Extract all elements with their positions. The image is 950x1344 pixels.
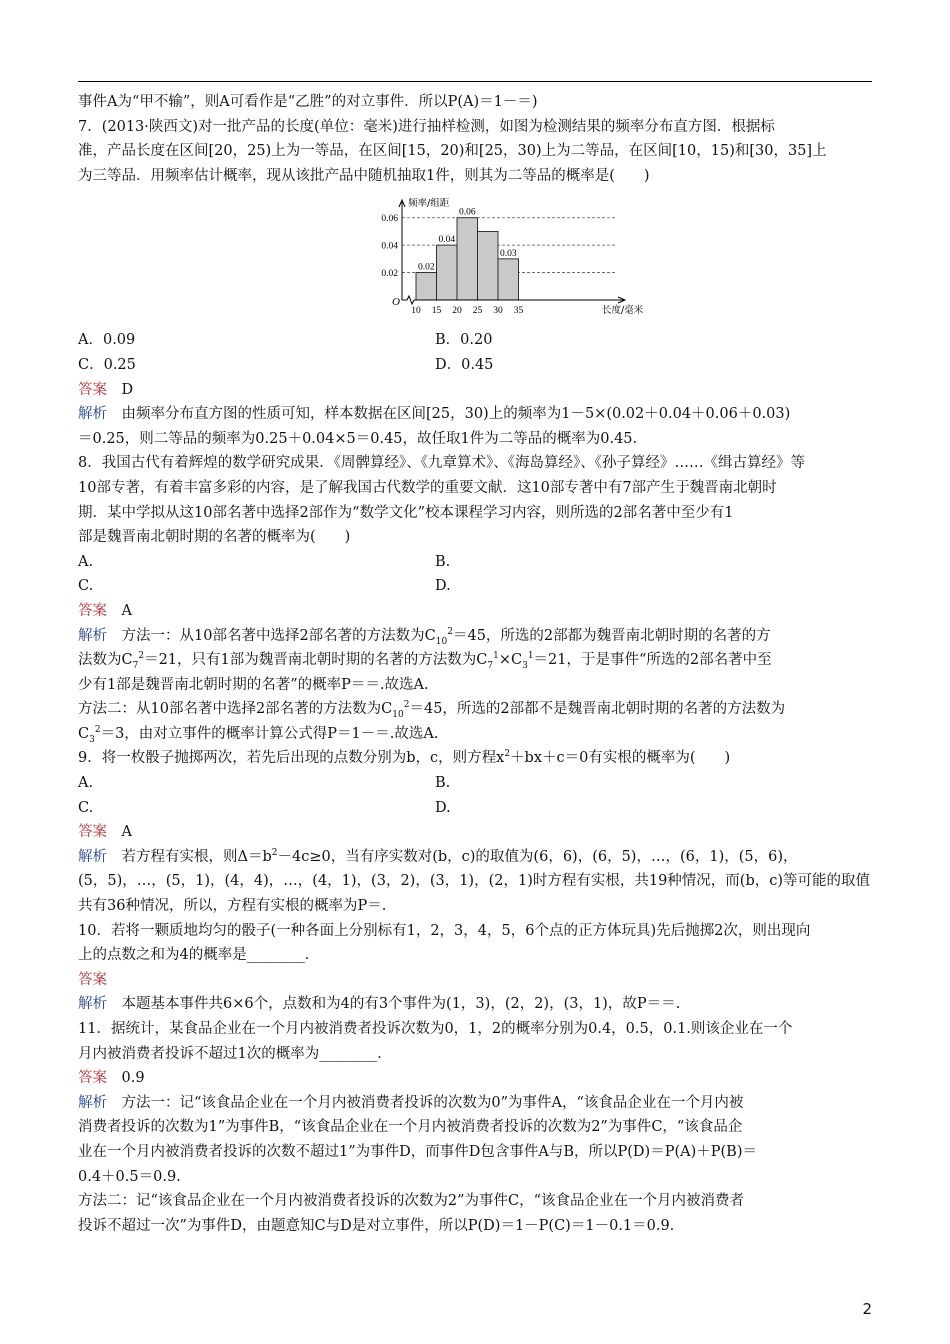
option-d: D．0.45 [435,356,494,373]
explanation-text: (5，5)，…，(5，1)，(4，4)，…，(4，1)，(3，2)，(3，1)，(2，1)时方程有实根，共19种情况，而(b，c)等可能的取值 [78,873,871,890]
explanation-text: 方法二：记“该食品企业在一个月内被消费者投诉的次数为2”为事件C，“该食品企业在一个月内被消费者 [78,1193,745,1210]
explanation-text: ＝21，只有1部为魏晋南北朝时期的名著的方法数为C [144,652,488,669]
superscript: 2 [94,725,101,736]
answer-label: 答案 [78,824,107,841]
superscript: 2 [447,626,453,637]
y-axis-label: 频率/组距 [408,198,450,210]
bar-value-label: 0.02 [417,262,435,273]
options-row [78,353,874,378]
x-tick-label: 10 [411,306,421,317]
question-text: 8．我国古代有着辉煌的数学研究成果．《周髀算经》、《九章算术》、《海岛算经》、《孙子算经》……《缉古算经》等 [78,455,805,472]
question-text: 部是魏晋南北朝时期的名著的概率为( ) [78,529,351,546]
question-10 [78,919,874,1017]
x-tick-label: 30 [493,306,503,317]
explanation-line [78,845,874,870]
explanation-text: 若方程有实根，则Δ＝b [121,848,272,865]
x-tick-label: 25 [472,306,483,317]
explanation-text: 投诉不超过一次”为事件D，由题意知C与D是对立事件，所以P(D)＝1－P(C)＝1－0.1＝0.9. [78,1217,675,1234]
question-text: 期．某中学拟从这10部名著中选择2部作为“数学文化”校本课程学习内容，则所选的2部名著中至少有1 [78,504,734,521]
superscript: 1 [527,651,534,662]
explanation-text: ＝3，由对立事件的概率计算公式得P＝1－＝.故选A. [100,725,439,742]
explanation-text: 法数为C [78,652,133,669]
answer-value: 0.9 [121,1070,145,1087]
question-9 [78,746,874,918]
option-a: A．0.09 [78,332,136,349]
options-row [78,796,874,821]
question-text: 10．若将一颗质地均匀的骰子(一种各面上分别标有1，2，3，4，5，6个点的正方体玩具)先后抛掷2次，则出现向 [78,922,811,939]
x-axis-label: 长度/毫米 [602,305,644,317]
question-text: 9．将一枚骰子抛掷两次，若先后出现的点数分别为b，c，则方程x [78,750,505,767]
option-c: C. [78,799,94,816]
options-row [78,574,874,599]
explanation-line [78,624,874,649]
explanation-label: 解析 [78,1094,107,1111]
options-row [78,771,874,796]
bar-value-label: 0.04 [438,235,456,246]
explanation-line [78,648,874,673]
histogram-bar [416,273,437,300]
axis-break-mark [407,296,414,304]
option-d: D. [435,578,451,595]
question-line [78,746,874,771]
subscript: 7 [132,660,139,671]
explanation-text: 方法一：记“该食品企业在一个月内被消费者投诉的次数为0”为事件A，“该食品企业在一个月内被 [121,1094,744,1111]
explanation-text: ×C [498,652,523,669]
histogram-bar [498,259,519,300]
explanation-label: 解析 [78,406,107,423]
header-rule [78,81,872,82]
histogram-bar [437,246,458,301]
explanation-line [78,1091,874,1116]
option-a: A. [78,775,94,792]
answer-line [78,599,874,624]
explanation-text: －4c≥0，当有序实数对(b，c)的取值为(6，6)，(6，5)，…，(6，1)，(5，6)， [277,848,798,865]
explanation-text: 方法二：从10部名著中选择2部名著的方法数为C [78,701,393,718]
bar-value-label: 0.06 [458,208,476,219]
explanation-line [78,697,874,722]
superscript: 1 [493,651,499,662]
explanation-line [78,402,874,427]
histogram-bar [478,232,499,301]
y-tick-label: 0.02 [381,269,398,280]
question-text: 月内被消费者投诉不超过1次的概率为________． [78,1045,392,1062]
option-b: B．0.20 [435,332,493,349]
explanation-text: ＝45，所选的2部都为魏晋南北朝时期的名著的方 [452,627,771,644]
explanation-text: 业在一个月内被消费者投诉的次数不超过1”为事件D，而事件D包含事件A与B，所以P(D)＝P(A)＋P(B)＝ [78,1143,757,1160]
explanation-line [78,722,874,747]
subscript: 7 [487,660,494,671]
question-7 [78,115,874,452]
option-d: D. [435,799,451,816]
option-a: A. [78,553,94,570]
option-c: C. [78,578,94,595]
answer-line [78,820,874,845]
superscript: 2 [403,700,410,711]
explanation-text: 0.4＋0.5＝0.9. [78,1168,181,1185]
subscript: 3 [89,734,95,745]
histogram-bar [457,218,478,300]
answer-label: 答案 [78,971,107,988]
answer-label: 答案 [78,381,107,398]
explanation-text: 消费者投诉的次数为1”为事件B，“该食品企业在一个月内被消费者投诉的次数为2”为事件C，“该食品企 [78,1119,743,1136]
question-text: ＋bx＋c＝0有实根的概率为( ) [510,750,731,767]
subscript: 10 [435,636,448,647]
option-c: C．0.25 [78,356,136,373]
bar-value-label: 0.03 [499,249,517,260]
options-row [78,550,874,575]
answer-line [78,968,874,993]
question-text: 11．据统计，某食品企业在一个月内被消费者投诉次数为0，1，2的概率分别为0.4，0.5，0.1.则该企业在一个 [78,1021,793,1037]
answer-label: 答案 [78,602,107,619]
superscript: 2 [504,749,511,760]
explanation-text: ＝45，所选的2部都不是魏晋南北朝时期的名著的方法数为 [409,701,786,718]
page-number: 2 [862,1300,872,1318]
options-row [78,328,874,353]
question-text: 为三等品．用频率估计概率，现从该批产品中随机抽取1件，则其为二等品的概率是( ) [78,167,650,184]
explanation-text: 本题基本事件共6×6个，点数和为4的有3个事件为(1，3)，(2，2)，(3，1)，故P＝＝. [121,996,681,1013]
explanation-text: 方法一：从10部名著中选择2部名著的方法数为C [121,627,436,644]
superscript: 2 [138,651,145,662]
answer-label: 答案 [78,1070,107,1087]
x-tick-label: 15 [431,306,442,317]
explanation-text: ＝0.25，则二等品的频率为0.25＋0.04×5＝0.45，故任取1件为二等品的概率为0.45. [78,430,638,447]
y-tick-label: 0.06 [381,214,398,225]
question-text: 准，产品长度在区间[20，25)上为一等品，在区间[15，20)和[25，30)上为二等品，在区间[10，15)和[30，35]上 [78,143,827,160]
explanation-label: 解析 [78,627,107,644]
document-body [78,90,874,1238]
option-b: B. [435,553,451,570]
superscript: 2 [271,848,278,859]
explanation-text: C [78,725,90,742]
question-8 [78,451,874,746]
question-text: 10部专著，有着丰富多彩的内容，是了解我国古代数学的重要文献．这10部专著中有7部产生于魏晋南北朝时 [78,479,777,496]
option-b: B. [435,775,451,792]
explanation-text: 少有1部是魏晋南北朝时期的名著”的概率P＝＝.故选A. [78,676,429,693]
answer-value: D [121,381,134,398]
explanation-label: 解析 [78,996,107,1013]
origin-label: O [392,296,400,309]
frequency-histogram [366,192,656,326]
question-11 [78,1017,874,1238]
x-tick-label: 35 [513,306,524,317]
question-text: 上的点数之和为4的概率是________． [78,947,320,964]
explanation-text: ＝21，于是事件“所选的2部名著中至 [533,652,772,669]
histogram-figure [78,192,874,328]
question-text: 7．(2013·陕西文)对一批产品的长度(单位：毫米)进行抽样检测，如图为检测结果的频率分布直方图．根据标 [78,118,775,135]
explanation-text: 共有36种情况，所以，方程有实根的概率为P＝. [78,898,387,915]
answer-value: A [121,824,132,841]
subscript: 3 [522,660,528,671]
explanation-label: 解析 [78,848,107,865]
subscript: 10 [392,710,404,721]
answer-line [78,1066,874,1091]
answer-line [78,378,874,403]
answer-value: A [121,602,132,619]
explanation-line [78,992,874,1017]
x-tick-label: 20 [452,306,462,317]
y-tick-label: 0.04 [381,242,398,253]
explanation-text: 由频率分布直方图的性质可知，样本数据在区间[25，30)上的频率为1－5×(0.02＋0.04＋0.06＋0.03) [121,406,791,423]
text-line: 事件A为“甲不输”，则A可看作是“乙胜”的对立事件．所以P(A)＝1－＝) [78,94,538,110]
